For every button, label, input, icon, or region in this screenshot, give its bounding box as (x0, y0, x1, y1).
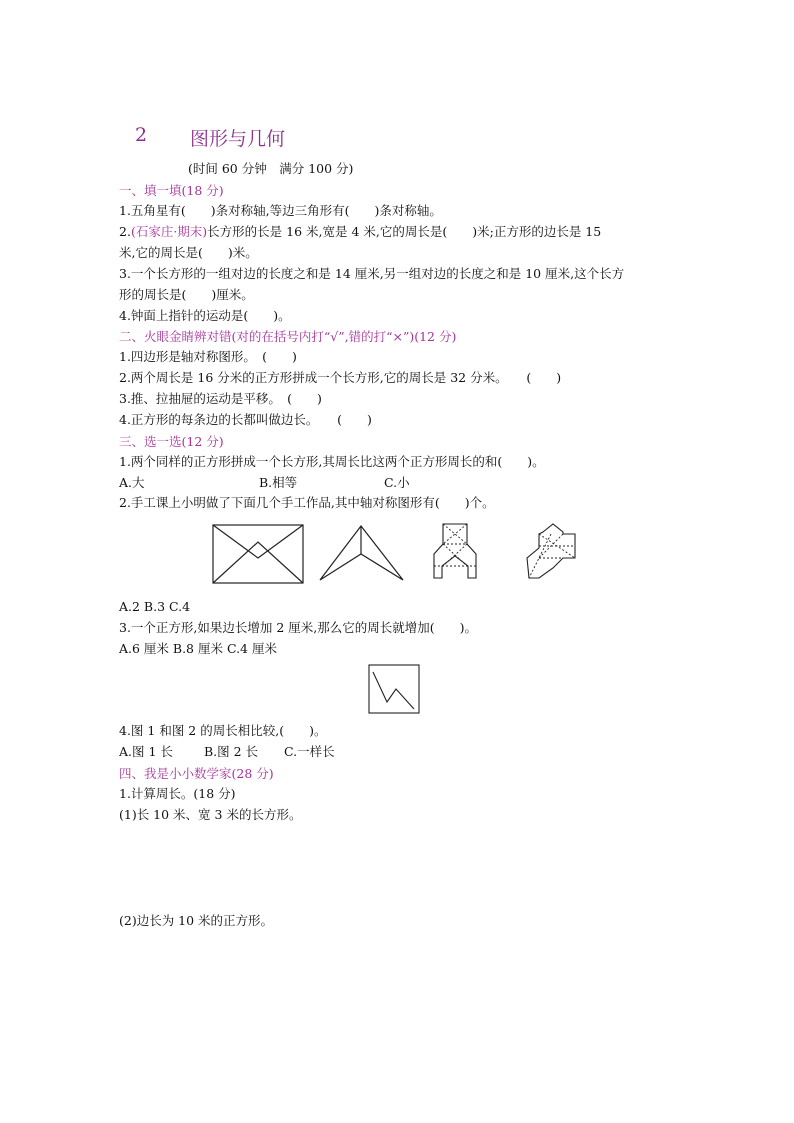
s3-q1-option-b: B.相等 (259, 475, 298, 490)
s2-question-4: 4.正方形的每条边的长都叫做边长。 ( ) (119, 412, 372, 427)
s1-question-3: 3.一个长方形的一组对边的长度之和是 14 厘米,另一组对边的长度之和是 10 厘米,这个长方 (119, 266, 625, 281)
perimeter-compare-figure (368, 664, 420, 714)
s4-question-1: 1.计算周长。(18 分) (119, 786, 236, 801)
section-2-heading: 二、火眼金睛辨对错(对的在括号内打“√”,错的打“×”)(12 分) (119, 329, 457, 344)
s3-q4-option-c: C.一样长 (284, 744, 335, 759)
s1-question-4: 4.钟面上指针的运动是( )。 (119, 308, 291, 323)
s4-question-1a: (1)长 10 米、宽 3 米的长方形。 (119, 807, 302, 822)
section-3-heading: 三、选一选(12 分) (119, 434, 224, 449)
s3-q1-option-c: C.小 (384, 475, 410, 490)
s1-question-2-cont: 米,它的周长是( )米。 (119, 245, 258, 260)
s1-q2-text: 长方形的长是 16 米,宽是 4 米,它的周长是( )米;正方形的边长是 15 (207, 224, 602, 239)
s2-question-1: 1.四边形是轴对称图形。 ( ) (119, 349, 297, 364)
s3-q1-option-a: A.大 (119, 475, 145, 490)
craft-figure-envelope (212, 524, 304, 584)
section-4-heading: 四、我是小小数学家(28 分) (119, 766, 274, 781)
s3-q4-option-b: B.图 2 长 (204, 744, 259, 759)
s2-question-2: 2.两个周长是 16 分米的正方形拼成一个长方形,它的周长是 32 分米。 ( ) (119, 370, 562, 385)
s2-question-3: 3.推、拉抽屉的运动是平移。 ( ) (119, 391, 322, 406)
craft-figure-fish (525, 522, 577, 580)
s3-question-4: 4.图 1 和图 2 的周长相比较,( )。 (119, 723, 327, 738)
s1-question-1: 1.五角星有( )条对称轴,等边三角形有( )条对称轴。 (119, 203, 442, 218)
s3-question-3: 3.一个正方形,如果边长增加 2 厘米,那么它的周长就增加( )。 (119, 620, 478, 635)
s3-q3-options: A.6 厘米 B.8 厘米 C.4 厘米 (119, 641, 277, 656)
page-title: 图形与几何 (190, 128, 286, 150)
s4-question-1b: (2)边长为 10 米的正方形。 (119, 913, 274, 928)
s3-q2-options: A.2 B.3 C.4 (119, 599, 191, 614)
exam-info: (时间 60 分钟 满分 100 分) (188, 161, 354, 176)
s1-q2-number: 2. (119, 224, 131, 239)
s1-question-2 (119, 223, 601, 241)
section-1-heading: 一、填一填(18 分) (119, 183, 224, 198)
s3-question-1: 1.两个同样的正方形拼成一个长方形,其周长比这两个正方形周长的和( )。 (119, 454, 545, 469)
s1-question-3-cont: 形的周长是( )厘米。 (119, 287, 254, 302)
craft-figure-arrow (319, 524, 405, 582)
s1-q2-source-tag: (石家庄·期末) (130, 224, 208, 239)
chapter-number: 2 (135, 124, 148, 146)
craft-figure-house (432, 522, 478, 580)
s3-q4-option-a: A.图 1 长 (119, 744, 173, 759)
s3-question-2: 2.手工课上小明做了下面几个手工作品,其中轴对称图形有( )个。 (119, 495, 495, 510)
